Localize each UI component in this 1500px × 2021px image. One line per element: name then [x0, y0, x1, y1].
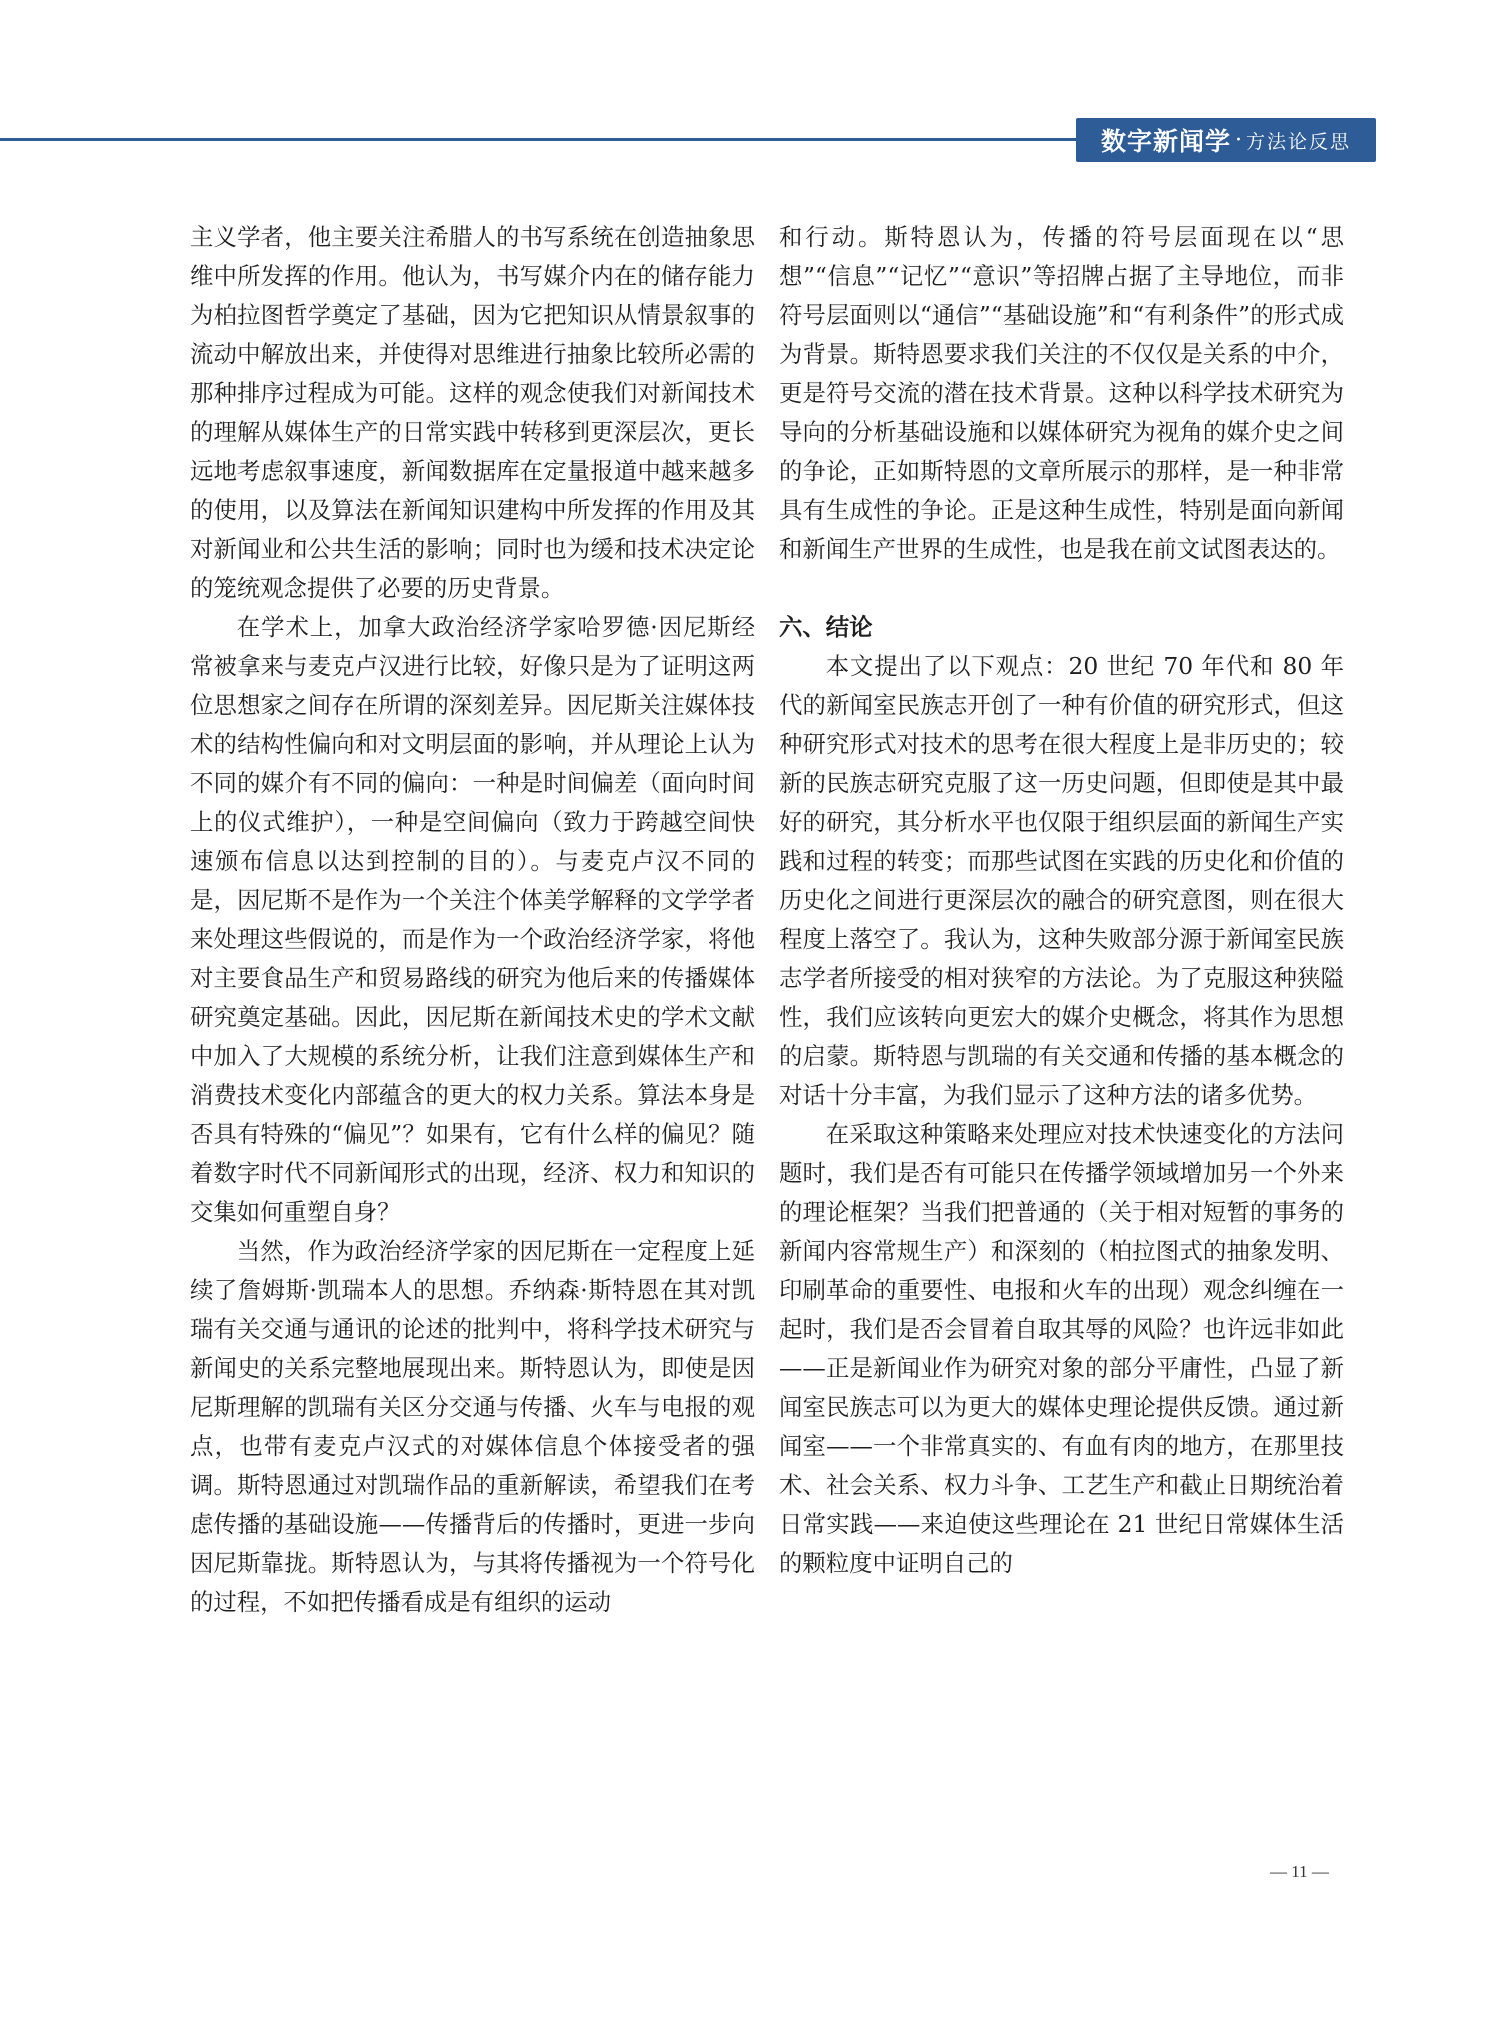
paragraph: 主义学者，他主要关注希腊人的书写系统在创造抽象思维中所发挥的作用。他认为，书写媒介内在的储存能力为柏拉图哲学奠定了基础，因为它把知识从情景叙事的流动中解放出来，并使得对思维进行抽象比较所必需的那种排序过程成为可能。这样的观念使我们对新闻技术的理解从媒体生产的日常实践中转移到更深层次，更长远地考虑叙事速度，新闻数据库在定量报道中越来越多的使用，以及算法在新闻知识建构中所发挥的作用及其对新闻业和公共生活的影响；同时也为缓和技术决定论的笼统观念提供了必要的历史背景。 [190, 223, 755, 602]
paragraph: 当然，作为政治经济学家的因尼斯在一定程度上延续了詹姆斯·凯瑞本人的思想。乔纳森·斯特恩在其对凯瑞有关交通与通讯的论述的批判中，将科学技术研究与新闻史的关系完整地展现出来。斯特恩认为，即使是因尼斯理解的凯瑞有关区分交通与传播、火车与电报的观点，也带有麦克卢汉式的对媒体信息个体接受者的强调。斯特恩通过对凯瑞作品的重新解读，希望我们在考虑传播的基础设施——传播背后的传播时，更进一步向因尼斯靠拢。斯特恩认为，与其将传播视为一个符号化的过程，不如把传播看成是有组织的运动 [190, 1237, 755, 1616]
page-number: — 11 — [1270, 1862, 1329, 1881]
running-header [1076, 118, 1376, 162]
left-column [190, 218, 755, 1622]
header-separator: · [1235, 127, 1242, 153]
paragraph: 和行动。斯特恩认为，传播的符号层面现在以“思想”“信息”“记忆”“意识”等招牌占据了主导地位，而非符号层面则以“通信”“基础设施”和“有利条件”的形式成为背景。斯特恩要求我们关注的不仅仅是关系的中介，更是符号交流的潜在技术背景。这种以科学技术研究为导向的分析基础设施和以媒体研究为视角的媒介史之间的争论，正如斯特恩的文章所展示的那样，是一种非常具有生成性的争论。正是这种生成性，特别是面向新闻和新闻生产世界的生成性，也是我在前文试图表达的。 [779, 223, 1344, 563]
paragraph: 本文提出了以下观点：20 世纪 70 年代和 80 年代的新闻室民族志开创了一种有价值的研究形式，但这种研究形式对技术的思考在很大程度上是非历史的；较新的民族志研究克服了这一历史问题，但即使是其中最好的研究，其分析水平也仅限于组织层面的新闻生产实践和过程的转变；而那些试图在实践的历史化和价值的历史化之间进行更深层次的融合的研究意图，则在很大程度上落空了。我认为，这种失败部分源于新闻室民族志学者所接受的相对狭窄的方法论。为了克服这种狭隘性，我们应该转向更宏大的媒介史概念，将其作为思想的启蒙。斯特恩与凯瑞的有关交通和传播的基本概念的对话十分丰富，为我们显示了这种方法的诸多优势。 [779, 652, 1344, 1109]
paragraph: 在学术上，加拿大政治经济学家哈罗德·因尼斯经常被拿来与麦克卢汉进行比较，好像只是为了证明这两位思想家之间存在所谓的深刻差异。因尼斯关注媒体技术的结构性偏向和对文明层面的影响，并从理论上认为不同的媒介有不同的偏向：一种是时间偏差（面向时间上的仪式维护），一种是空间偏向（致力于跨越空间快速颁布信息以达到控制的目的）。与麦克卢汉不同的是，因尼斯不是作为一个关注个体美学解释的文学学者来处理这些假说的，而是作为一个政治经济学家，将他对主要食品生产和贸易路线的研究为他后来的传播媒体研究奠定基础。因此，因尼斯在新闻技术史的学术文献中加入了大规模的系统分析，让我们注意到媒体生产和消费技术变化内部蕴含的更大的权力关系。算法本身是否具有特殊的“偏见”？如果有，它有什么样的偏见？随着数字时代不同新闻形式的出现，经济、权力和知识的交集如何重塑自身？ [190, 613, 755, 1226]
paragraph: 在采取这种策略来处理应对技术快速变化的方法问题时，我们是否有可能只在传播学领域增加另一个外来的理论框架？当我们把普通的（关于相对短暂的事务的新闻内容常规生产）和深刻的（柏拉图式的抽象发明、印刷革命的重要性、电报和火车的出现）观念纠缠在一起时，我们是否会冒着自取其辱的风险？也许远非如此——正是新闻业作为研究对象的部分平庸性，凸显了新闻室民族志可以为更大的媒体史理论提供反馈。通过新闻室——一个非常真实的、有血有肉的地方，在那里技术、社会关系、权力斗争、工艺生产和截止日期统治着日常实践——来迫使这些理论在 21 世纪日常媒体生活的颗粒度中证明自己的 [779, 1120, 1344, 1577]
header-rule [0, 138, 1090, 141]
section-title: 方法论反思 [1246, 130, 1352, 153]
right-column [779, 218, 1344, 1583]
section-heading: 六、结论 [779, 613, 873, 641]
journal-title: 数字新闻学 [1100, 127, 1231, 156]
